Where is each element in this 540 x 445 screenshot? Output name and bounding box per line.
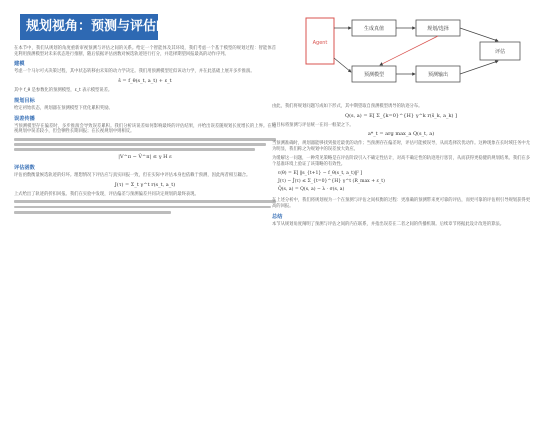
left-column — [14, 46, 276, 217]
planning-diagram — [300, 8, 532, 104]
equation-penalized-q: Q̂(s, a) = Q(s, a) − λ · σ(s, a) — [278, 187, 345, 193]
objective-paragraph: 给定初始状态，规划器在预测模型下优化累积奖励。 — [14, 105, 113, 111]
agent-label: Agent — [312, 40, 328, 46]
summary-paragraph: 本节从规划角度阐明了预测与评估之间的内在联系，并指出误差在二者之间的传播机制。后续章节将据此设计改进的算法。 — [272, 221, 505, 227]
unify-paragraph: 该目标将预测与评估统一在同一框架之下。 — [272, 122, 354, 128]
page-title: 规划视角：预测与评估的关系 — [20, 14, 158, 40]
right-column — [272, 104, 530, 230]
ground-truth-label: 生成真值 — [363, 26, 385, 32]
section-heading-error: 误差传播 — [14, 115, 35, 122]
equation-q-value: Q(s, a) = E[ Σ_{k=0}^{H} γ^k r(ŝ_k, a_k) ] — [345, 112, 457, 119]
evaluation-label: 评估 — [494, 49, 506, 55]
text-lines-bottom — [14, 200, 276, 213]
equation-return-gap: J(τ) − Ĵ(τ) ≤ Σ_{t=0}^{H} γ^t (R_max + ε_t) — [278, 179, 385, 185]
equation-argmax: a*_t = arg max_a Q(s_t, a) — [367, 131, 435, 138]
tradeoff-paragraph: 在上述分析中，我们将规划视为一个在预测与评估之间权衡的过程：更准确的预测带来更可靠的评估，而更可靠的评估则引导规划获得更高的回报。 — [272, 198, 530, 209]
equation-return: J(τ) = Σ_t γ^t r(s_t, a_t) — [114, 181, 176, 188]
prediction-label: 预测模型 — [363, 72, 385, 78]
equation-loss: ℓ(θ) = E[ ‖s_{t+1} − f_θ(s_t, a_t)‖² ] — [278, 171, 363, 177]
amplification-paragraph: 当预测准确时，规划器能够找到接近最优的动作；当预测存在偏差时，评估可能被误导，从而选择次优动作。这种现象在长时域任务中尤为明显，我们称之为规划中的误差放大效应。 — [272, 141, 530, 153]
arrow-agent-pred — [334, 58, 351, 72]
error-paragraph: 当预测模型存在偏差时，多步推演会导致误差累积。我们分析该误差如何影响最终的评估结果，并给出误差随规划长度增长的上界。在短视规划中误差较小，但会牺牲长期回报；在长视规划中则相反。 — [14, 123, 276, 135]
intro-paragraph: 在本节中，我们从规划的角度重新审视预测与评估之间的关系。给定一个智能体及其环境，我们考虑一个基于模型的规划过程：智能体首先利用预测模型对未来状态进行推断，随后依据评估函数对候选轨迹进行打分，并选择期望回报最高的动作序列。 — [14, 46, 276, 57]
section-heading-modeling: 建模 — [14, 61, 25, 68]
text-lines — [14, 138, 276, 151]
evaluation-paragraph: 评估函数衡量候选轨迹的好坏。理想情况下评估应与真实回报一致，但在实际中评估本身也依赖于预测，因此两者相互耦合。 — [14, 173, 251, 179]
section-heading-evaluation: 评估函数 — [14, 165, 35, 172]
arrow-out-eval — [460, 61, 498, 74]
equation-dynamics: ŝ = f_θ(s_t, a_t) + ε_t — [118, 78, 172, 85]
equation-error-bound: |V^π − V̂^π| ≤ γ H ε — [118, 154, 172, 161]
uncertainty-paragraph: 为缓解这一问题，一种常见策略是在评估阶段引入不确定性估计，对高不确定性的轨迹进行惩罚，从而获得更稳健的规划结果。我们在多个基准环境上验证了该策略的有效性。 — [272, 155, 530, 167]
modeling-paragraph: 考虑一个马尔可夫决策过程，其中状态转移由未知的动力学决定。我们用预测模型近似该动力学，并在此基础上展开多步推演。 — [14, 69, 255, 75]
section-heading-summary: 总结 — [272, 213, 283, 220]
section-heading-objective: 规划目标 — [14, 97, 35, 104]
equation-block — [278, 170, 530, 194]
output-label: 预测输出 — [427, 72, 449, 78]
arrow-plan-pred — [380, 36, 438, 65]
planning-label: 规划/选择 — [427, 26, 449, 32]
return-paragraph: 上式给出了轨迹的折扣回报。我们在实验中发现，评估偏差与预测偏差共同决定规划的最终表现。 — [14, 191, 199, 197]
right-intro-paragraph: 由此，我们将规划问题写成如下形式，其中期望取自预测模型诱导的轨迹分布。 — [272, 104, 423, 109]
arrow-plan-eval — [460, 28, 498, 41]
dynamics-note: 其中 f_θ 是参数化的预测模型，ε_t 表示模型误差。 — [14, 88, 113, 94]
